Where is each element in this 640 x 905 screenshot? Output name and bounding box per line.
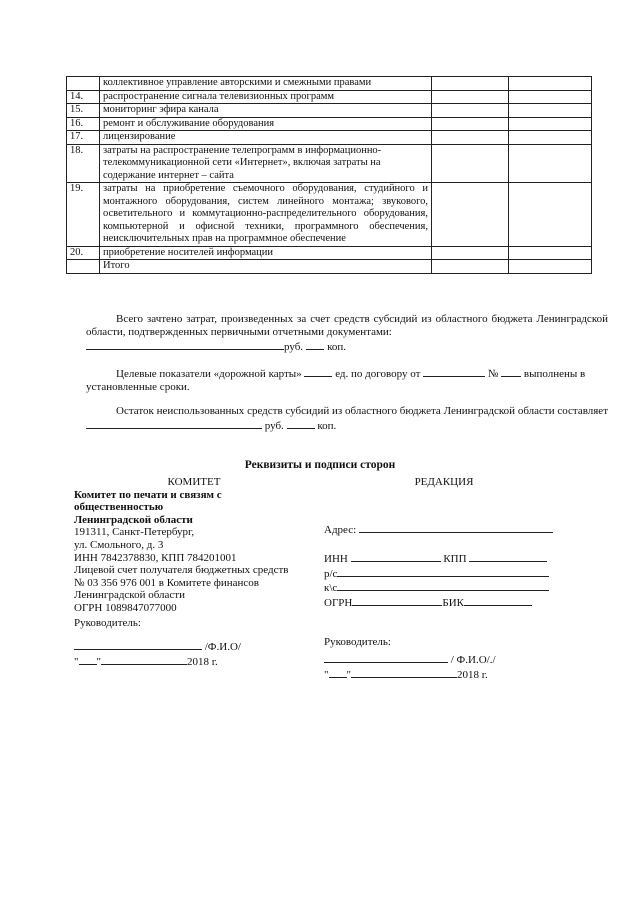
row-cell	[432, 144, 509, 183]
remainder-text: Остаток неиспользованных средств субсидий из областного бюджета Ленинградской области составляет	[116, 405, 608, 417]
row-cell	[509, 246, 592, 260]
row-number: 16.	[67, 117, 100, 131]
committee-address-line: ул. Смольного, д. 3	[74, 538, 164, 551]
row-cell	[509, 117, 592, 131]
ks-label: к\с	[324, 582, 338, 595]
committee-column	[74, 476, 314, 668]
committee-address-line: 191311, Санкт-Петербург,	[74, 526, 195, 539]
editorial-ks-line	[324, 580, 564, 595]
row-description: коллективное управление авторскими и смежными правами	[100, 77, 432, 91]
committee-header: КОМИТЕТ	[167, 476, 221, 488]
table-row	[67, 183, 592, 247]
row-description: Итого	[100, 260, 432, 274]
row-number	[67, 77, 100, 91]
remainder-kop-blank	[287, 418, 315, 429]
committee-head-label: Руководитель:	[74, 616, 141, 629]
committee-name-line: Ленинградской области	[74, 513, 193, 526]
committee-year: 2018 г.	[187, 655, 218, 668]
ogrn-blank	[352, 595, 442, 606]
address-blank	[359, 522, 553, 533]
editorial-year: 2018 г.	[457, 668, 488, 681]
editorial-ogrn-line	[324, 595, 564, 610]
committee-account-line: Лицевой счет получателя бюджетных средств	[74, 564, 289, 577]
rub-label: руб.	[284, 341, 304, 353]
table-row	[67, 246, 592, 260]
row-cell	[432, 104, 509, 118]
total-costs-paragraph	[86, 313, 608, 354]
rub-blank	[86, 339, 284, 350]
address-label: Адрес:	[324, 523, 357, 536]
row-cell	[509, 183, 592, 247]
targets-text-b: ед. по договору от	[335, 368, 421, 380]
row-cell	[509, 77, 592, 91]
ks-blank	[337, 580, 549, 591]
targets-paragraph	[86, 366, 608, 394]
quote-mark: "	[346, 668, 351, 681]
editorial-rs-line	[324, 566, 564, 581]
month-blank	[101, 654, 187, 665]
date-blank	[423, 366, 485, 377]
committee-name-line: Комитет по печати и связям с	[74, 488, 222, 501]
editorial-signature-line	[324, 652, 564, 667]
editorial-address-line	[324, 522, 564, 537]
table-row	[67, 144, 592, 183]
kpp-label: КПП	[443, 553, 467, 566]
inn-label: ИНН	[324, 553, 348, 566]
bik-label: БИК	[442, 596, 464, 609]
committee-signature-line	[74, 639, 314, 654]
editorial-column	[324, 476, 564, 681]
row-number: 20.	[67, 246, 100, 260]
targets-text-a: Целевые показатели «дорожной карты»	[116, 368, 302, 380]
quote-mark: "	[96, 655, 101, 668]
committee-inn: ИНН 7842378830, КПП 784201001	[74, 551, 237, 564]
table-row	[67, 260, 592, 274]
costs-table	[66, 76, 592, 274]
row-number	[67, 260, 100, 274]
row-number: 14.	[67, 90, 100, 104]
rs-blank	[337, 566, 549, 577]
row-description: мониторинг эфира канала	[100, 104, 432, 118]
row-cell	[432, 246, 509, 260]
units-blank	[304, 366, 332, 377]
row-description: затраты на приобретение съемочного оборудования, студийного и монтажного оборудования, систем линейного монтажа; звукового, осветительного и коммутационно-распределительного оборудования, компьютерной и офисной техники, программного обеспечения, неисключительных прав на программное обеспечение	[100, 183, 432, 247]
row-cell	[509, 144, 592, 183]
table-row	[67, 90, 592, 104]
editorial-header: РЕДАКЦИЯ	[414, 476, 474, 488]
table-row	[67, 104, 592, 118]
signature-blank	[324, 652, 448, 663]
remainder-kop-label: коп.	[317, 420, 337, 432]
targets-text-c: выполнены в установленные сроки.	[86, 368, 586, 393]
section-heading: Реквизиты и подписи сторон	[244, 459, 396, 471]
table-row	[67, 117, 592, 131]
rs-label: р/с	[324, 567, 338, 580]
committee-account-line: № 03 356 976 001 в Комитете финансов	[74, 576, 259, 589]
committee-name-line: общественностью	[74, 501, 164, 514]
committee-date-line	[74, 654, 314, 669]
row-cell	[432, 260, 509, 274]
row-description: затраты на распространение телепрограмм в информационно-телекоммуникационной сети «Интернет», включая затраты на содержание интернет – сайта	[100, 144, 432, 183]
number-sign: №	[487, 368, 499, 380]
committee-fio: /Ф.И.О/	[204, 641, 241, 654]
row-cell	[509, 104, 592, 118]
row-number: 18.	[67, 144, 100, 183]
quote-mark: "	[74, 655, 79, 668]
row-cell	[432, 183, 509, 247]
kop-blank	[306, 339, 324, 350]
row-cell	[509, 90, 592, 104]
number-blank	[501, 366, 521, 377]
kpp-blank	[469, 551, 547, 562]
row-description: распространение сигнала телевизионных программ	[100, 90, 432, 104]
quote-mark: "	[324, 668, 329, 681]
table-row	[67, 77, 592, 91]
remainder-rub-label: руб.	[264, 420, 284, 432]
ogrn-label: ОГРН	[324, 596, 353, 609]
row-cell	[432, 131, 509, 145]
remainder-paragraph	[86, 405, 608, 433]
row-cell	[432, 117, 509, 131]
day-blank	[79, 654, 97, 665]
committee-ogrn: ОГРН 1089847077000	[74, 601, 177, 614]
total-costs-text: Всего зачтено затрат, произведенных за счет средств субсидий из областного бюджета Ленинградской области, подтвержденных первичными отчетными документами:	[86, 313, 608, 338]
row-cell	[432, 90, 509, 104]
row-description: приобретение носителей информации	[100, 246, 432, 260]
inn-blank	[351, 551, 441, 562]
editorial-head-label: Руководитель:	[324, 635, 391, 648]
editorial-inn-line	[324, 551, 564, 566]
month-blank	[351, 667, 457, 678]
day-blank	[329, 667, 347, 678]
row-number: 19.	[67, 183, 100, 247]
signature-blank	[74, 639, 202, 650]
committee-account-line: Ленинградской области	[74, 589, 185, 602]
remainder-rub-blank	[86, 418, 262, 429]
row-number: 15.	[67, 104, 100, 118]
row-description: лицензирование	[100, 131, 432, 145]
table-row	[67, 131, 592, 145]
row-cell	[509, 260, 592, 274]
editorial-fio: / Ф.И.О/./	[450, 654, 496, 667]
row-cell	[432, 77, 509, 91]
editorial-date-line	[324, 667, 564, 682]
kop-label: коп.	[327, 341, 346, 353]
row-cell	[509, 131, 592, 145]
row-number: 17.	[67, 131, 100, 145]
row-description: ремонт и обслуживание оборудования	[100, 117, 432, 131]
bik-blank	[464, 595, 532, 606]
